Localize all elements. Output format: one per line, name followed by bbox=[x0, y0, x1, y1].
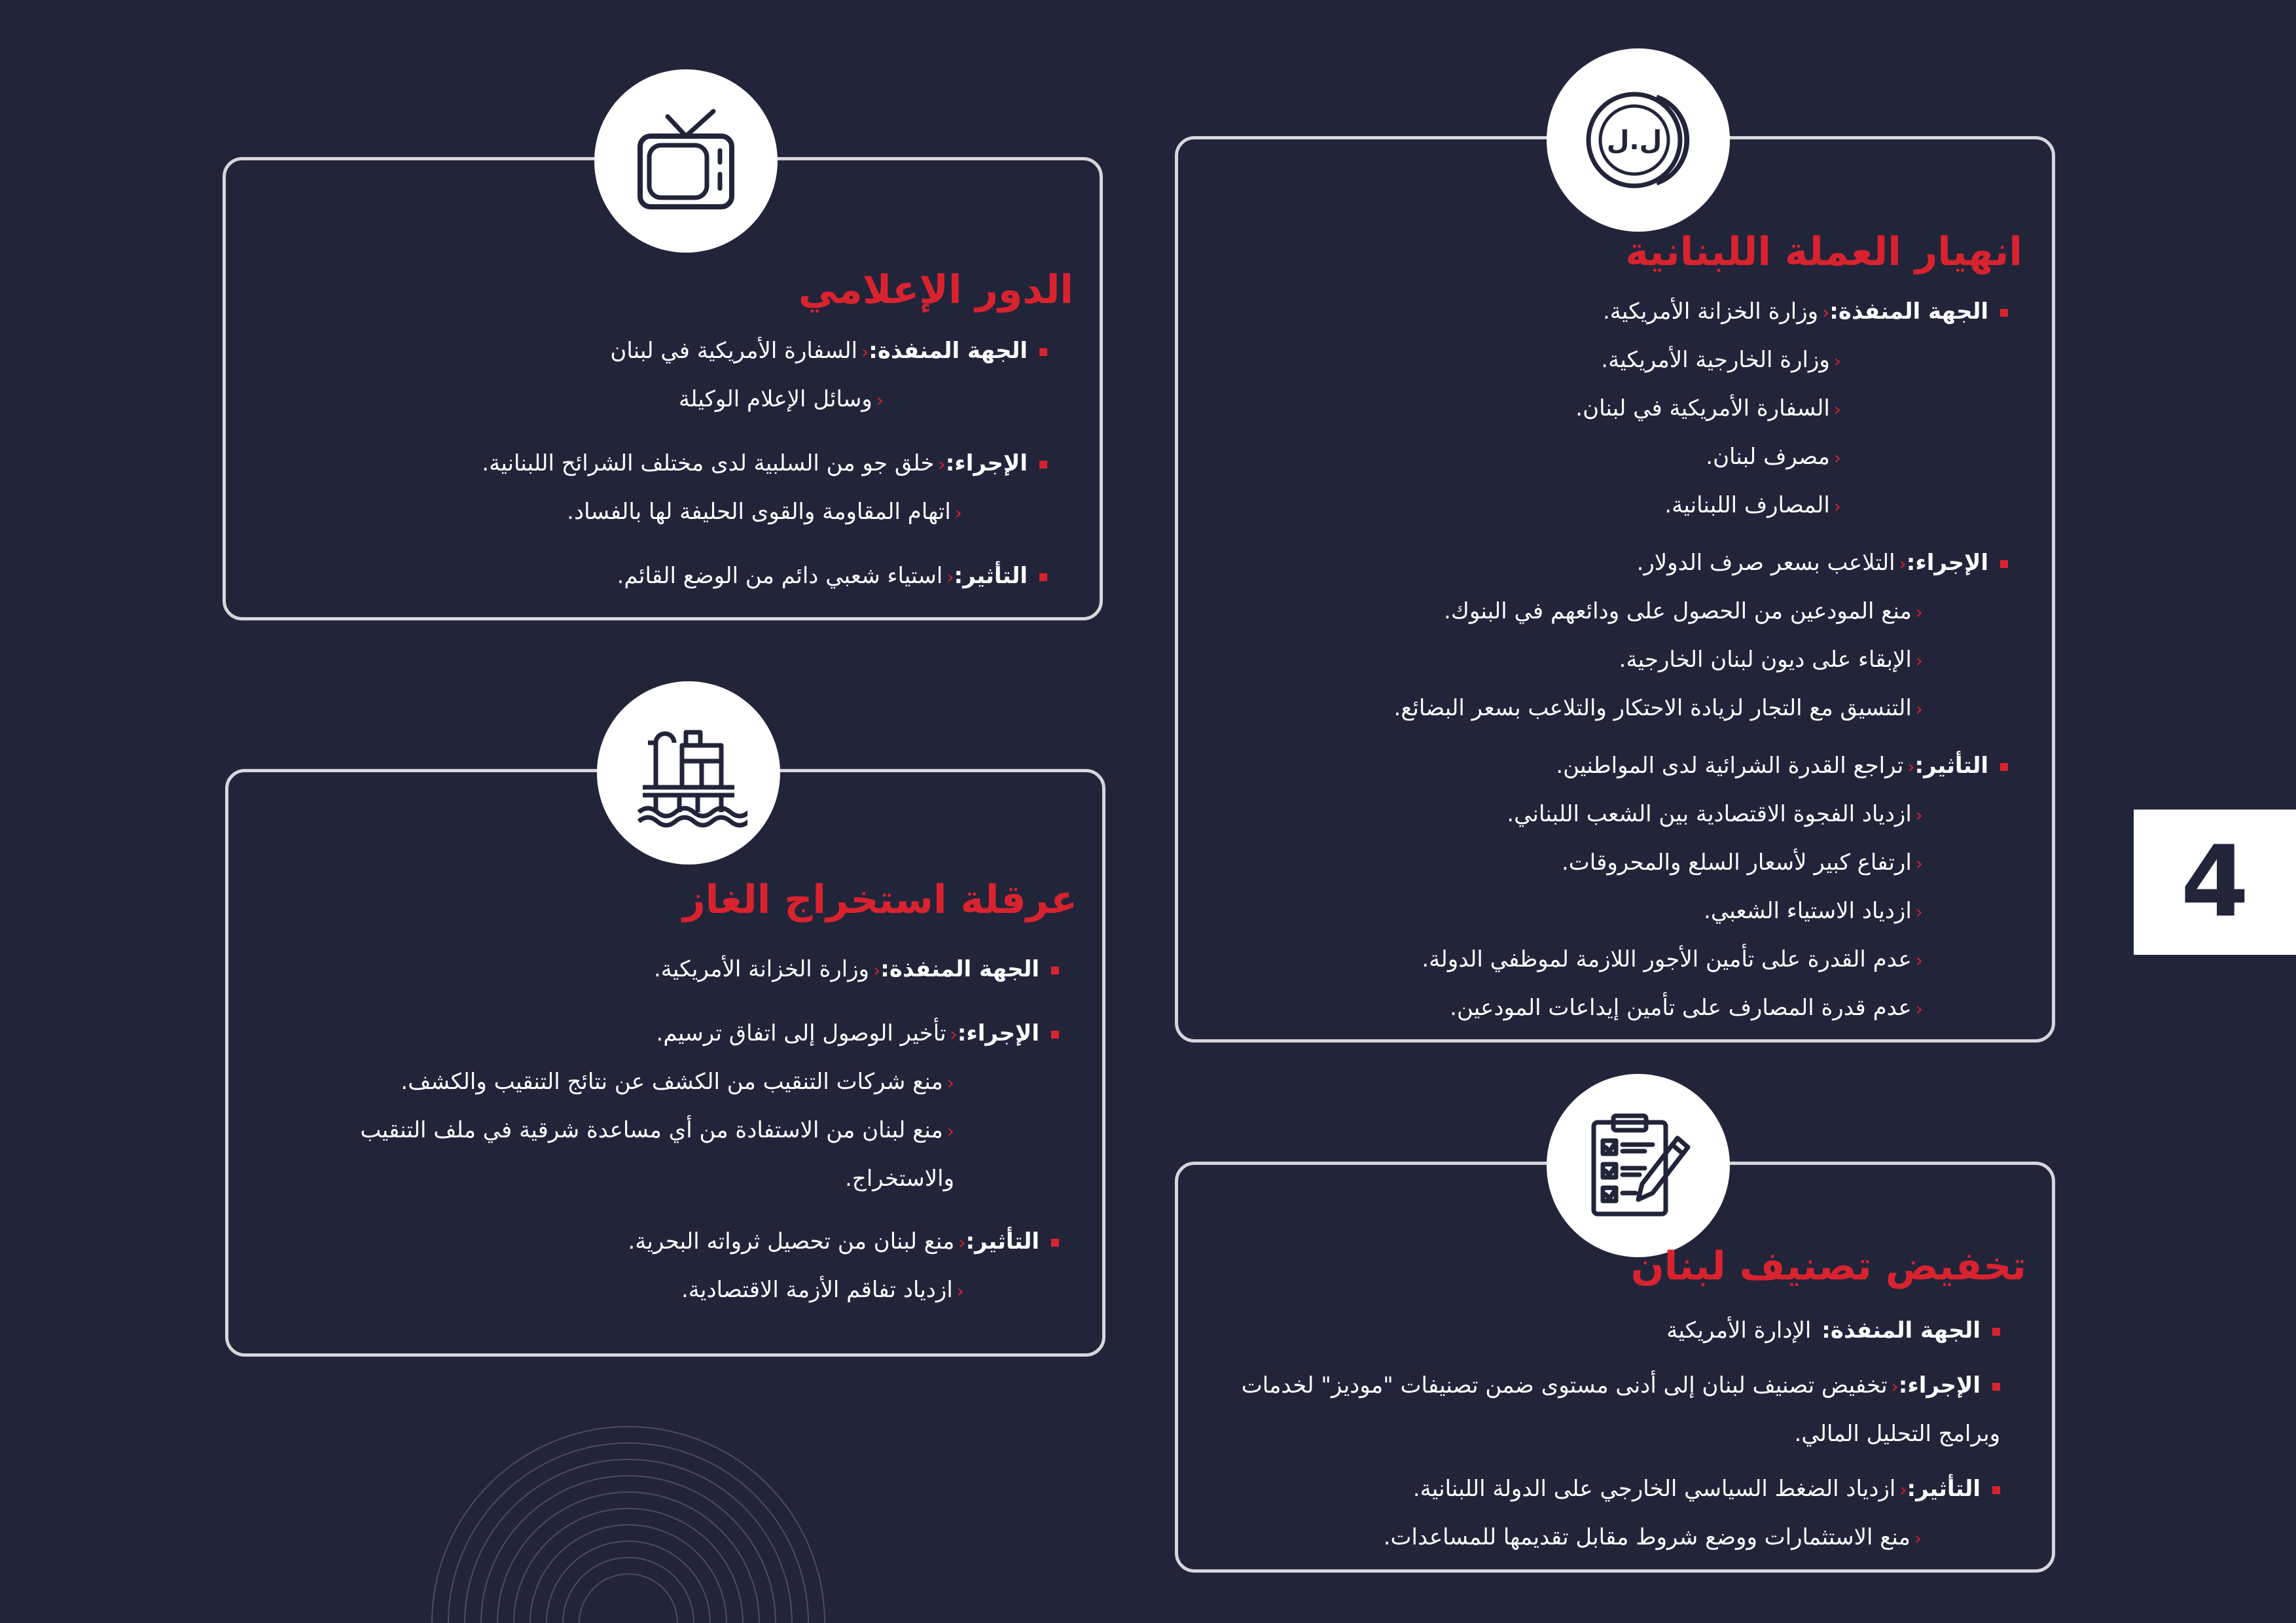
action-label: الإجراء: bbox=[1898, 1372, 1981, 1399]
list-item: ‹وزارة الخارجية الأمريكية. bbox=[1601, 347, 1841, 373]
tv-icon bbox=[627, 102, 745, 220]
rating-title: تخفيض تصنيف لبنان bbox=[1630, 1243, 2026, 1289]
list-item: ‹وسائل الإعلام الوكيلة bbox=[678, 386, 884, 412]
list-item: ازدياد الضغط السياسي الخارجي على الدولة اللبنانية. bbox=[1412, 1476, 1896, 1502]
list-item: وزارة الخزانة الأمريكية. bbox=[653, 956, 870, 982]
media-body bbox=[482, 327, 1047, 601]
media-title: الدور الإعلامي bbox=[798, 267, 1073, 313]
currency-body bbox=[1394, 288, 2008, 1033]
currency-icon-circle bbox=[1547, 48, 1730, 232]
rating-body bbox=[1242, 1307, 2000, 1562]
media-executor-row: الجهة المنفذة:‹السفارة الأمريكية في لبنان bbox=[482, 327, 1047, 376]
list-item: التلاعب بسعر صرف الدولار. bbox=[1636, 550, 1895, 576]
list-item: وزارة الخزانة الأمريكية. bbox=[1602, 298, 1819, 325]
list-item: خلق جو من السلبية لدى مختلف الشرائح اللبنانية. bbox=[482, 450, 935, 476]
bullet-square-icon bbox=[1039, 348, 1047, 356]
bullet-square-icon bbox=[1051, 1239, 1059, 1247]
currency-title: انهيار العملة اللبنانية bbox=[1625, 229, 2022, 275]
list-item: السفارة الأمريكية في لبنان bbox=[610, 338, 858, 364]
decorative-arcs bbox=[425, 1414, 831, 1623]
list-item: وبرامج التحليل المالي. bbox=[1794, 1421, 2000, 1447]
lebanese-coin-icon bbox=[1579, 81, 1697, 199]
rating-impact-row: التأثير:‹ازدياد الضغط السياسي الخارجي على الدولة اللبنانية. bbox=[1242, 1465, 2000, 1514]
list-item: استياء شعبي دائم من الوضع القائم. bbox=[617, 563, 943, 589]
list-item: ‹مصرف لبنان. bbox=[1706, 444, 1841, 470]
gas-impact-row: التأثير:‹منع لبنان من تحصيل ثرواته البحرية. bbox=[360, 1218, 1059, 1266]
currency-impact-row: التأثير:‹تراجع القدرة الشرائية لدى المواطنين. bbox=[1394, 742, 2008, 791]
page-number: 4 bbox=[2180, 825, 2250, 939]
bullet-square-icon bbox=[1051, 967, 1059, 974]
executor-label: الجهة المنفذة: bbox=[1821, 1317, 1981, 1344]
list-item: ‹منع المودعين من الحصول على ودائعهم في البنوك. bbox=[1444, 598, 1923, 624]
gas-executor-row: الجهة المنفذة:‹وزارة الخزانة الأمريكية. bbox=[360, 946, 1059, 994]
chevron-icon: ‹ bbox=[1822, 302, 1830, 323]
rating-icon-circle bbox=[1547, 1074, 1730, 1257]
gas-title: عرقلة استخراج الغاز bbox=[683, 877, 1077, 923]
bullet-square-icon bbox=[2000, 763, 2008, 771]
list-item: ‹منع الاستثمارات ووضع شروط مقابل تقديمها للمساعدات. bbox=[1383, 1524, 1922, 1550]
media-action-row: الإجراء:‹خلق جو من السلبية لدى مختلف الشرائح اللبنانية. bbox=[482, 440, 1047, 488]
list-item: ‹منع شركات التنقيب من الكشف عن نتائج التنقيب والكشف. bbox=[401, 1069, 954, 1095]
coin-text: ل.ل bbox=[1606, 126, 1662, 156]
list-item: ‹التنسيق مع التجار لزيادة الاحتكار والتلاعب بسعر البضائع. bbox=[1393, 695, 1923, 721]
list-item: والاستخراج. bbox=[845, 1166, 954, 1192]
gas-action-row: الإجراء:‹تأخير الوصول إلى اتفاق ترسيم. bbox=[360, 1010, 1059, 1058]
list-item: ‹عدم القدرة على تأمين الأجور اللازمة لموظفي الدولة. bbox=[1422, 946, 1923, 972]
list-item: ‹الإبقاء على ديون لبنان الخارجية. bbox=[1619, 647, 1923, 673]
media-icon-circle bbox=[594, 69, 778, 253]
bullet-square-icon bbox=[2000, 560, 2008, 568]
gas-icon-circle bbox=[597, 681, 780, 865]
bullet-square-icon bbox=[1992, 1328, 2000, 1336]
rating-executor-row bbox=[1242, 1307, 2000, 1354]
executor-label: الجهة المنفذة: bbox=[869, 338, 1028, 364]
list-item: ‹اتهام المقاومة والقوى الحليفة لها بالفساد. bbox=[567, 499, 962, 525]
action-label: الإجراء: bbox=[1906, 550, 1988, 576]
bullet-square-icon bbox=[2000, 309, 2008, 317]
list-item: ‹السفارة الأمريكية في لبنان. bbox=[1575, 395, 1841, 421]
bullet-square-icon bbox=[1051, 1031, 1059, 1039]
action-label: الإجراء: bbox=[957, 1020, 1039, 1046]
executor-label: الجهة المنفذة: bbox=[880, 956, 1039, 982]
list-item: ‹المصارف اللبنانية. bbox=[1664, 492, 1841, 518]
list-item: ‹ارتفاع كبير لأسعار السلع والمحروقات. bbox=[1561, 849, 1923, 876]
currency-action-row: الإجراء:‹التلاعب بسعر صرف الدولار. bbox=[1394, 539, 2008, 588]
impact-label: التأثير: bbox=[954, 563, 1028, 589]
list-item: ‹عدم قدرة المصارف على تأمين إيداعات المودعين. bbox=[1450, 995, 1923, 1021]
list-item: تراجع القدرة الشرائية لدى المواطنين. bbox=[1556, 753, 1904, 779]
list-item: تخفيض تصنيف لبنان إلى أدنى مستوى ضمن تصنيفات "موديز" لخدمات bbox=[1241, 1372, 1888, 1399]
oil-rig-icon bbox=[630, 714, 747, 832]
gas-body bbox=[360, 946, 1059, 1315]
impact-label: التأثير: bbox=[1914, 753, 1988, 779]
list-item: ‹ازدياد الاستياء الشعبي. bbox=[1704, 898, 1923, 924]
bullet-square-icon bbox=[1039, 573, 1047, 581]
bullet-square-icon bbox=[1992, 1486, 2000, 1494]
clipboard-checklist-icon bbox=[1579, 1107, 1697, 1224]
rating-action-row: الإجراء:‹تخفيض تصنيف لبنان إلى أدنى مستوى ضمن تصنيفات "موديز" لخدمات bbox=[1242, 1362, 2000, 1410]
list-item: تأخير الوصول إلى اتفاق ترسيم. bbox=[656, 1020, 946, 1046]
bullet-square-icon bbox=[1992, 1383, 2000, 1391]
impact-label: التأثير: bbox=[965, 1228, 1039, 1255]
list-item: ‹ازدياد الفجوة الاقتصادية بين الشعب اللبناني. bbox=[1507, 801, 1923, 827]
bullet-square-icon bbox=[1039, 461, 1047, 469]
executor-label: الجهة المنفذة: bbox=[1829, 298, 1988, 325]
list-item: ‹ازدياد تفاقم الأزمة الاقتصادية. bbox=[681, 1277, 964, 1303]
currency-executor-row bbox=[1394, 288, 2008, 336]
page-number-tab bbox=[2134, 810, 2296, 955]
list-item: ‹منع لبنان من الاستفادة من أي مساعدة شرقية في ملف التنقيب bbox=[360, 1117, 954, 1143]
media-impact-row: التأثير:‹استياء شعبي دائم من الوضع القائم. bbox=[482, 552, 1047, 601]
list-item: الإدارة الأمريكية bbox=[1666, 1317, 1812, 1344]
action-label: الإجراء: bbox=[945, 450, 1028, 476]
impact-label: التأثير: bbox=[1907, 1476, 1981, 1502]
list-item: منع لبنان من تحصيل ثرواته البحرية. bbox=[628, 1228, 955, 1255]
